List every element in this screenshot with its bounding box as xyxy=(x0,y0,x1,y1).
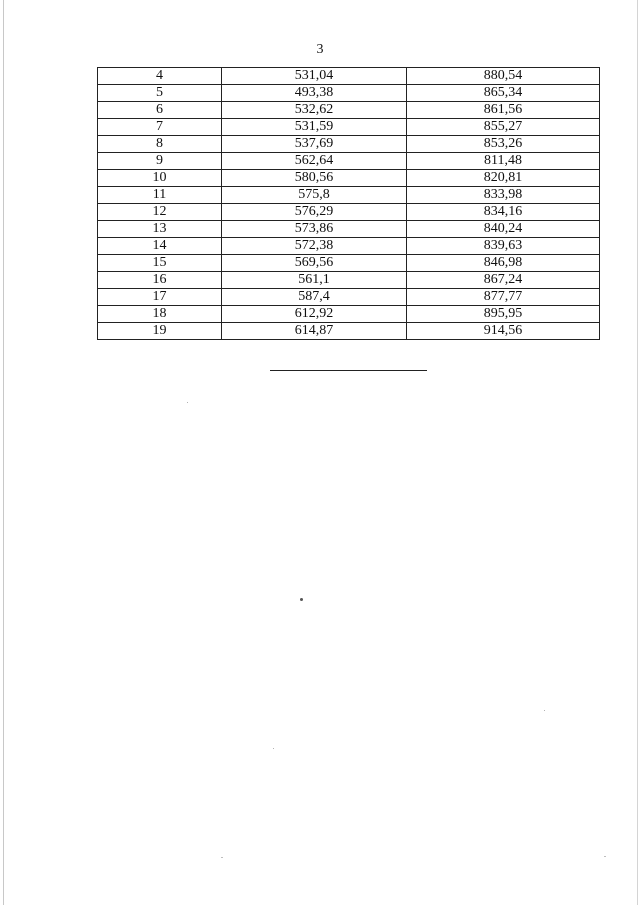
table-cell: 573,86 xyxy=(222,221,407,238)
table-row xyxy=(98,204,600,221)
table-cell: 12 xyxy=(98,204,222,221)
table-cell: 855,27 xyxy=(407,119,600,136)
table-cell: 572,38 xyxy=(222,238,407,255)
table-row xyxy=(98,170,600,187)
table-cell: 532,62 xyxy=(222,102,407,119)
table-cell: 561,1 xyxy=(222,272,407,289)
table-cell: 867,24 xyxy=(407,272,600,289)
table-cell: 5 xyxy=(98,85,222,102)
table-cell: 576,29 xyxy=(222,204,407,221)
table-row xyxy=(98,289,600,306)
scan-speck xyxy=(273,748,274,749)
scan-edge-left xyxy=(3,0,4,905)
table-cell: 14 xyxy=(98,238,222,255)
table-cell: 877,77 xyxy=(407,289,600,306)
table-row xyxy=(98,221,600,238)
table-cell: 11 xyxy=(98,187,222,204)
table-cell: 15 xyxy=(98,255,222,272)
table-cell: 587,4 xyxy=(222,289,407,306)
scan-speck xyxy=(221,857,223,858)
table-cell: 8 xyxy=(98,136,222,153)
table-cell: 6 xyxy=(98,102,222,119)
table-cell: 575,8 xyxy=(222,187,407,204)
scan-speck xyxy=(300,598,303,601)
table-cell: 833,98 xyxy=(407,187,600,204)
table-row xyxy=(98,153,600,170)
table-cell: 531,04 xyxy=(222,68,407,85)
table-cell: 537,69 xyxy=(222,136,407,153)
table-row xyxy=(98,323,600,340)
page-number: 3 xyxy=(316,42,324,57)
scan-edge-right xyxy=(637,0,638,905)
table-cell: 569,56 xyxy=(222,255,407,272)
table-cell: 612,92 xyxy=(222,306,407,323)
scan-speck xyxy=(187,402,188,403)
table-cell: 13 xyxy=(98,221,222,238)
table-cell: 562,64 xyxy=(222,153,407,170)
table-row xyxy=(98,119,600,136)
table-row xyxy=(98,85,600,102)
table-cell: 861,56 xyxy=(407,102,600,119)
table-cell: 880,54 xyxy=(407,68,600,85)
table-cell: 19 xyxy=(98,323,222,340)
table-cell: 10 xyxy=(98,170,222,187)
table-row xyxy=(98,102,600,119)
table-cell: 614,87 xyxy=(222,323,407,340)
table-cell: 820,81 xyxy=(407,170,600,187)
table-cell: 840,24 xyxy=(407,221,600,238)
table-cell: 834,16 xyxy=(407,204,600,221)
table-cell: 580,56 xyxy=(222,170,407,187)
table-cell: 853,26 xyxy=(407,136,600,153)
table-cell: 846,98 xyxy=(407,255,600,272)
table-cell: 493,38 xyxy=(222,85,407,102)
table-cell: 9 xyxy=(98,153,222,170)
table-row xyxy=(98,187,600,204)
data-table xyxy=(97,67,600,340)
table-cell: 18 xyxy=(98,306,222,323)
table-row xyxy=(98,272,600,289)
table-row xyxy=(98,238,600,255)
end-rule-line xyxy=(270,370,427,371)
table-cell: 4 xyxy=(98,68,222,85)
table-body xyxy=(98,68,600,340)
table-cell: 7 xyxy=(98,119,222,136)
table-row xyxy=(98,255,600,272)
table-row xyxy=(98,68,600,85)
table-cell: 531,59 xyxy=(222,119,407,136)
table-cell: 839,63 xyxy=(407,238,600,255)
table-cell: 16 xyxy=(98,272,222,289)
table-cell: 865,34 xyxy=(407,85,600,102)
table-row xyxy=(98,306,600,323)
table-cell: 895,95 xyxy=(407,306,600,323)
table-cell: 17 xyxy=(98,289,222,306)
scan-speck xyxy=(544,710,545,711)
table-cell: 914,56 xyxy=(407,323,600,340)
table-row xyxy=(98,136,600,153)
scan-speck xyxy=(604,856,606,857)
table-cell: 811,48 xyxy=(407,153,600,170)
